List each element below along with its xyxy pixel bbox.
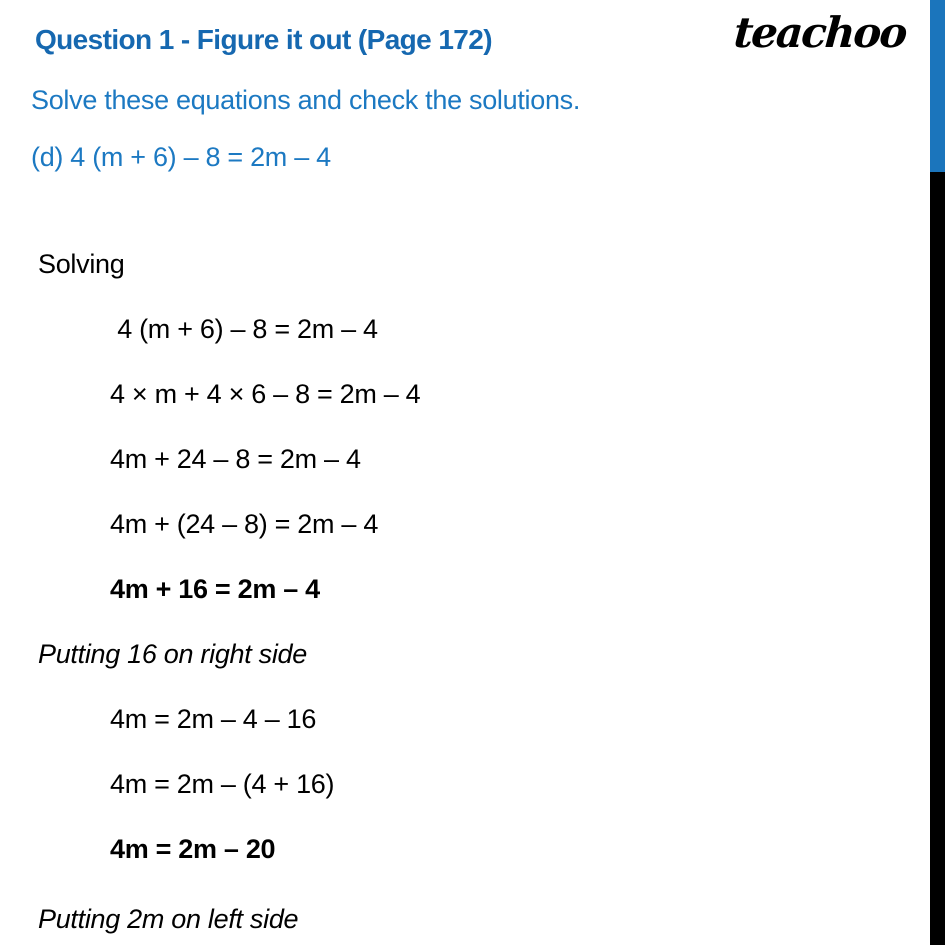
question-title: Question 1 - Figure it out (Page 172) <box>35 24 492 55</box>
solution-step: 4m = 2m – (4 + 16) <box>110 769 335 799</box>
solution-step: 4m = 2m – 4 – 16 <box>110 704 317 734</box>
solution-step-result: 4m + 16 = 2m – 4 <box>110 574 320 604</box>
step-note: Putting 16 on right side <box>38 639 307 669</box>
instruction-text: Solve these equations and check the solutions. <box>31 85 581 115</box>
solution-step: 4 (m + 6) – 8 = 2m – 4 <box>110 314 378 344</box>
step-note: Putting 2m on left side <box>38 904 299 934</box>
black-accent-bar <box>930 172 945 945</box>
solution-step: 4m + 24 – 8 = 2m – 4 <box>110 444 361 474</box>
solution-step-result: 4m = 2m – 20 <box>110 834 276 864</box>
solution-step: 4 × m + 4 × 6 – 8 = 2m – 4 <box>110 379 421 409</box>
solving-label: Solving <box>38 249 125 279</box>
teachoo-logo: teachoo <box>731 8 907 57</box>
equation-problem: (d) 4 (m + 6) – 8 = 2m – 4 <box>31 142 331 172</box>
blue-accent-bar <box>930 0 945 172</box>
solution-step: 4m + (24 – 8) = 2m – 4 <box>110 509 379 539</box>
